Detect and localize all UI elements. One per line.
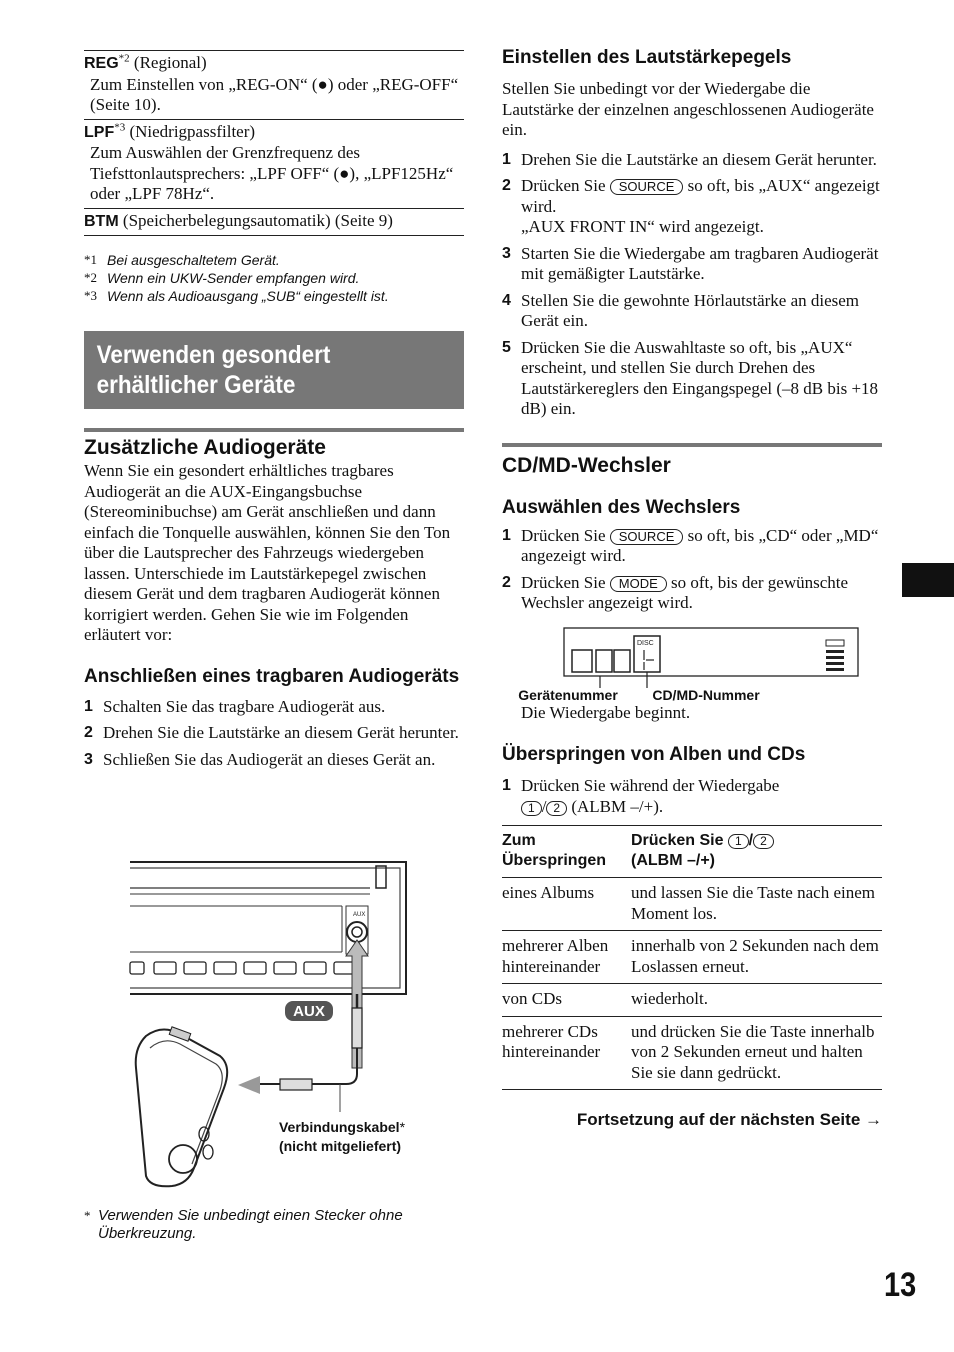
level-intro: Stellen Sie unbedingt vor der Wiedergabe die Lautstärke der einzelnen angeschlossenen Audiogeräte ein.	[502, 79, 874, 139]
step-text-part: so oft, bis der gewünschte Wechsler angezeigt wird.	[521, 572, 849, 612]
right-column	[502, 46, 882, 1131]
setting-name: (Niedrigpassfilter)	[125, 121, 256, 141]
section-title-aux: Zusätzliche Audiogeräte	[84, 436, 326, 459]
footnote	[84, 287, 464, 305]
level-title: Einstellen des Lautstärkepegels	[502, 47, 792, 68]
plug-icon	[352, 1008, 362, 1048]
step-text: Stellen Sie die gewohnte Hörlautstärke an diesem Gerät ein.	[521, 290, 860, 330]
table-cell: mehrerer Alben hintereinander	[502, 936, 609, 976]
settings-entry-reg	[84, 50, 464, 119]
section-rule	[84, 428, 464, 432]
skip-steps	[502, 776, 882, 817]
aux-connection-illustration	[84, 858, 464, 1198]
step-text: Drehen Sie die Lautstärke an diesem Gerät herunter.	[521, 149, 877, 169]
table-row	[502, 931, 882, 984]
skip-title: Überspringen von Alben und CDs	[502, 744, 806, 765]
step-text	[521, 526, 882, 567]
setting-description: Zum Einstellen von „REG-ON“ (●) oder „REG-OFF“ (Seite 10).	[90, 74, 459, 114]
step	[502, 150, 882, 171]
step-text: Starten Sie die Wiedergabe am tragbaren Audiogerät mit gemäßigter Lautstärke.	[521, 243, 879, 283]
note-text: Verwenden Sie unbedingt einen Stecker ohne Überkreuzung.	[98, 1207, 403, 1242]
banner-line-1: Verwenden gesondert	[96, 341, 331, 369]
step-number: 2	[502, 573, 511, 591]
setting-footnote-mark: *2	[118, 52, 130, 65]
setting-footnote-mark: *3	[114, 120, 126, 133]
step-text	[521, 176, 882, 238]
cable-label-line-1	[279, 1119, 406, 1135]
banner-line-2: erhältlicher Geräte	[96, 371, 296, 399]
table-header-cell: Zum Überspringen	[502, 832, 607, 869]
footnote	[84, 269, 464, 287]
step-number: 4	[502, 291, 511, 309]
setting-term: BTM	[84, 212, 119, 230]
step-number: 1	[502, 150, 511, 168]
aux-jack-label: AUX	[353, 912, 366, 918]
unit-number-label: Gerätenummer	[518, 686, 618, 703]
aux-badge-label: AUX	[293, 1003, 325, 1020]
step-text: Drehen Sie die Lautstärke an diesem Gerät herunter.	[103, 723, 459, 742]
setting-description: Zum Auswählen der Grenzfrequenz des Tiefsttonlautsprechers: „LPF OFF“ (●), „LPF125Hz“ oder „LPF 78Hz“.	[90, 143, 454, 203]
footnote-mark: *1	[84, 252, 97, 267]
aux-connection-figure	[84, 858, 464, 1198]
header-text: Drücken Sie	[631, 832, 728, 849]
table-cell: innerhalb von 2 Sekunden nach dem Loslassen erneut.	[631, 936, 879, 976]
table-row	[502, 984, 882, 1017]
step	[84, 697, 464, 718]
header-text: (ALBM –/+)	[631, 852, 715, 869]
table-cell: und lassen Sie die Taste nach einem Moment los.	[631, 883, 875, 923]
playback-text: Die Wiedergabe beginnt.	[521, 702, 691, 722]
step	[84, 750, 464, 771]
source-button[interactable]: SOURCE	[610, 179, 684, 195]
setting-term: REG	[84, 55, 119, 72]
footnote-text: Wenn als Audioausgang „SUB“ eingestellt ist.	[107, 288, 389, 304]
footnotes	[84, 251, 464, 305]
changer-display-illustration	[512, 626, 882, 706]
step-text: Drücken Sie während der Wiedergabe 1 / 2 (ALBM –/+).	[521, 776, 780, 816]
aux-intro: Wenn Sie ein gesondert erhältliches tragbares Audiogerät an die AUX-Eingangsbuchse (Stereominibuchse) am Gerät anschließen und dann einfach die Tonquelle auswählen, können Sie den Ton über die Lautsprecher des Fahrzeugs wiedergeben lassen. Unterschiede im Lautstärkepegel zwischen diesem Gerät und dem tragbaren Audiogerät können korrigiert werden. Gehen Sie wie im Folgenden erläutert vor:	[84, 461, 451, 644]
step-text: Schalten Sie das tragbare Audiogerät aus.	[103, 696, 386, 716]
settings-entry-lpf	[84, 119, 464, 208]
step	[502, 526, 882, 567]
setting-name: (Speicherbelegungsautomatik) (Seite 9)	[118, 210, 393, 230]
step-text-part: so oft, bis „AUX“ angezeigt wird.	[521, 176, 880, 216]
step-text-part: Drücken Sie	[521, 572, 610, 592]
album-minus-button[interactable]: 1	[521, 801, 542, 816]
table-cell: wiederholt.	[631, 989, 708, 1008]
connect-steps	[84, 697, 464, 771]
disc-label: DISC	[637, 639, 654, 647]
cable-label-mark: *	[399, 1119, 406, 1135]
step-text-part: Drücken Sie	[521, 176, 610, 195]
step-number: 3	[84, 750, 93, 768]
step-number: 1	[502, 777, 511, 794]
level-steps	[502, 150, 882, 420]
footnote-text: Wenn ein UKW-Sender empfangen wird.	[107, 270, 360, 286]
step-text: Schließen Sie das Audiogerät an dieses Gerät an.	[103, 749, 436, 769]
step	[502, 291, 882, 332]
step	[502, 176, 882, 238]
section-title-changer: CD/MD-Wechsler	[502, 453, 671, 477]
page-number: 13	[884, 1266, 917, 1304]
table-cell: von CDs	[502, 989, 562, 1008]
table-header-row	[502, 826, 882, 878]
step	[84, 723, 464, 744]
continued-note: Fortsetzung auf der nächsten Seite →	[576, 1110, 882, 1129]
display-panel	[564, 628, 858, 676]
section-rule	[502, 443, 882, 447]
portable-player-icon	[136, 1027, 227, 1186]
note-mark: *	[84, 1208, 91, 1223]
step	[502, 573, 882, 614]
step-number: 1	[502, 526, 511, 544]
left-column	[84, 50, 464, 776]
footnote	[84, 251, 464, 269]
cable-label-text: Verbindungskabel	[278, 1119, 400, 1135]
step-number: 2	[84, 724, 93, 741]
cable-label-line-2: (nicht mitgeliefert)	[278, 1138, 402, 1154]
step	[502, 776, 882, 817]
footnote-mark: *2	[84, 270, 97, 285]
step-number: 3	[502, 244, 511, 262]
connect-title: Anschließen eines tragbaren Audiogeräts	[84, 665, 460, 687]
select-title: Auswählen des Wechslers	[502, 496, 741, 518]
step-text-part: Drücken Sie	[521, 525, 610, 545]
chapter-tab-marker	[902, 563, 954, 597]
section-banner-title	[84, 331, 464, 409]
mode-button[interactable]: MODE	[610, 576, 667, 592]
table-header-cell: Drücken Sie 1 / 2 (ALBM –/+)	[631, 826, 882, 878]
setting-term: LPF	[84, 123, 115, 141]
album-minus-button: 1	[728, 834, 749, 849]
settings-entry-btm	[84, 208, 464, 237]
source-button[interactable]: SOURCE	[610, 529, 684, 545]
left-arrow-icon	[238, 1076, 260, 1094]
step-text-part: so oft, bis „CD“ oder „MD“ angezeigt wird.	[521, 525, 879, 565]
step-text: Drücken Sie die Auswahltaste so oft, bis „AUX“ erscheint, und stellen Sie durch Drehen des Lautstärkereglers den Eingangspegel (–8 dB bis +18 dB) ein.	[521, 337, 879, 418]
step	[502, 244, 882, 285]
table-cell: mehrerer CDs hintereinander	[502, 1021, 601, 1061]
select-steps	[502, 526, 882, 614]
table-row	[502, 878, 882, 931]
table-cell: und drücken Sie die Taste innerhalb von 2 Sekunden erneut und halten Sie sie dann gedrückt.	[631, 1021, 875, 1082]
step-number: 1	[84, 697, 93, 715]
table-row	[502, 1016, 882, 1090]
footnote-text: Bei ausgeschaltetem Gerät.	[107, 252, 280, 268]
step-text	[521, 573, 882, 614]
aux-note	[84, 1207, 464, 1243]
step-number: 2	[502, 177, 511, 194]
skip-table	[502, 825, 882, 1090]
changer-display-figure	[512, 626, 882, 706]
footnote-mark: *3	[84, 288, 97, 303]
step-text-part: „AUX FRONT IN“ wird angezeigt.	[521, 217, 764, 236]
step-number: 5	[502, 338, 511, 356]
step-text-part: Drücken Sie während der Wiedergabe	[521, 776, 780, 795]
section-banner	[84, 331, 464, 409]
settings-list	[84, 50, 464, 236]
album-plus-button[interactable]: 2	[546, 801, 567, 816]
table-cell: eines Albums	[502, 883, 595, 902]
cd-number-label: CD/MD-Nummer	[652, 686, 760, 703]
step	[502, 338, 882, 420]
setting-name: (Regional)	[129, 53, 207, 72]
step-text-part: (ALBM –/+).	[567, 796, 664, 816]
album-plus-button: 2	[753, 834, 774, 849]
